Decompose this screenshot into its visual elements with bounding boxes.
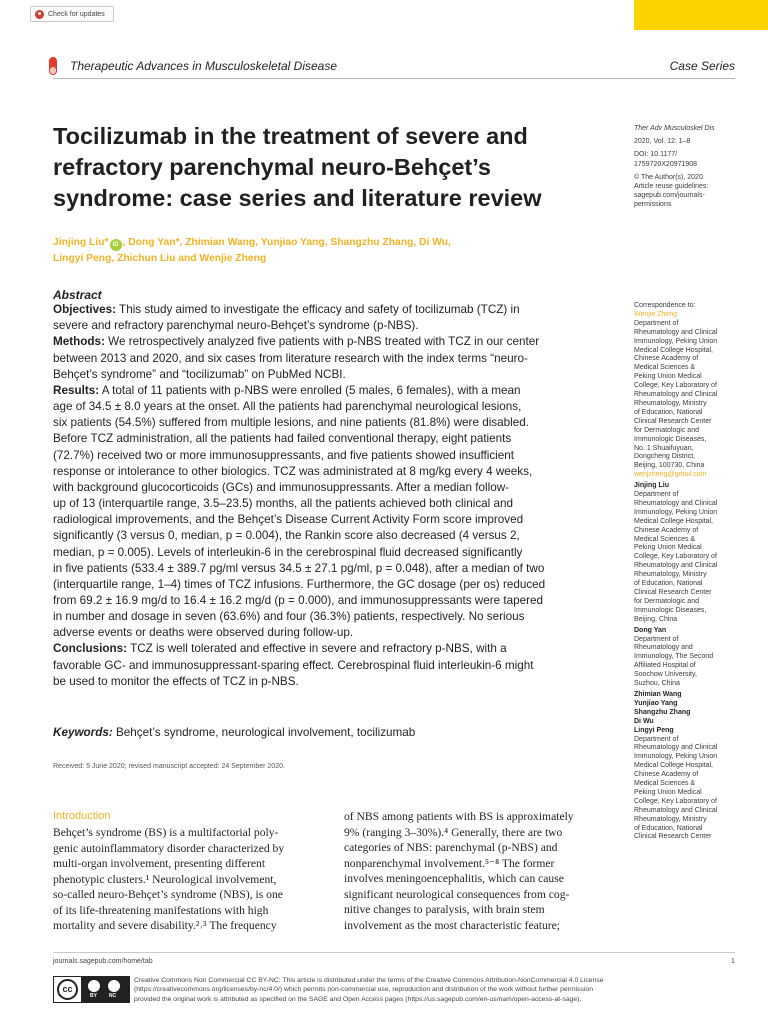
affiliation-author-name: Zhimian Wang <box>634 690 682 698</box>
affiliation-line: Immunologic Diseases, <box>634 435 707 443</box>
affiliation-author-name: Yunjiao Yang <box>634 699 678 707</box>
affiliation-line: Rheumatology, Ministry <box>634 815 707 823</box>
correspondence-sidebar <box>634 302 749 842</box>
affiliation-line: Medical Sciences & <box>634 780 696 788</box>
affiliation-line: of Education, National <box>634 824 703 832</box>
affiliation-line: Clinical Research Center <box>634 589 712 596</box>
affiliation-line: Medical Sciences & <box>634 535 696 543</box>
cc-nc-label: NC <box>108 993 117 999</box>
sage-logo-icon <box>49 57 57 75</box>
abstract-line: from 69.2 ± 16.9 mg/d to 16.4 ± 16.2 mg/d (p = 0.000), and immunosuppressants were tapered <box>53 593 544 607</box>
keywords <box>53 726 415 739</box>
journal-url-link[interactable]: journals.sagepub.com/home/tab <box>53 958 153 965</box>
volume-info: 2020, Vol. 12: 1–8 <box>634 138 691 146</box>
abstract-line: in number and dosage in seven (63.6%) and four (36.3%) patients, respectively. No serious <box>53 610 525 624</box>
correspondence-name[interactable]: Wenjie Zheng <box>634 310 678 318</box>
abstract-line: response or intolerance to other biologics. TCZ was administrated at 8 mg/kg every 4 weeks, <box>53 464 533 478</box>
body-line: of NBS among patients with BS is approximately <box>344 810 574 823</box>
keywords-text: Behçet’s syndrome, neurological involvement, tocilizumab <box>112 726 416 739</box>
reuse-guidelines-line-1: Article reuse guidelines: <box>634 183 709 191</box>
affiliation-line: Rheumatology and Clinical <box>634 744 718 752</box>
affiliation-line: Department of <box>634 735 679 743</box>
affiliation-line: College, Key Laboratory of <box>634 797 717 805</box>
affiliation-line: Affiliated Hospital of <box>634 662 696 670</box>
affiliation-author-name: Di Wu <box>634 717 654 725</box>
affiliation-line: Rheumatology and Clinical <box>634 328 718 336</box>
footer-divider <box>53 952 735 953</box>
orcid-icon[interactable]: iD <box>110 239 122 251</box>
abstract-line: significantly (3 versus 0, median, p = 0.004), the Rankin score also decreased (4 versus 2, <box>53 529 520 543</box>
keywords-label: Keywords: <box>53 726 113 739</box>
abstract-line: median, p = 0.005). Levels of interleukin-6 in the cerebrospinal fluid decreased significantly <box>53 545 523 559</box>
affiliation-line: Peking Union Medical <box>634 788 702 796</box>
affiliation-line: Department of <box>634 635 679 643</box>
affiliation-line: Medical College Hospital, <box>634 346 713 354</box>
correspondence-label: Correspondence to: <box>634 302 696 309</box>
doi-line-1[interactable]: DOI: 10.1177/ <box>634 151 678 159</box>
body-line: of its life-threatening manifestations with high <box>53 903 269 917</box>
abstract-line: adverse events or deaths were observed during follow-up. <box>53 626 354 640</box>
abstract-heading: Abstract <box>53 288 102 302</box>
affiliation-line: Immunology, Peking Union <box>634 508 718 516</box>
abstract <box>53 287 618 690</box>
reuse-guidelines-link-2[interactable]: permissions <box>634 201 672 209</box>
license-line[interactable]: (https://creativecommons.org/licenses/by-nc/4.0/) which permits non-commercial use, reproduction and distribution of the work without further permission <box>134 986 593 994</box>
affiliation-line: of Education, National <box>634 408 703 416</box>
abstract-line: six patients (54.5%) suffered from multiple lesions, and nine patients (81.8%) were disabled. <box>53 416 529 430</box>
affiliation-author-name: Shangzhu Zhang <box>634 708 691 716</box>
body-line: genic autoinflammatory disorder characterized by <box>53 841 285 855</box>
affiliation-line: Dongcheng District, <box>634 453 696 461</box>
body-line: phenotypic clusters.¹ Neurological involvement, <box>53 872 277 886</box>
affiliation-line: Rheumatology, Ministry <box>634 571 707 579</box>
authors-line-2: Lingyi Peng, Zhichun Liu and Wenjie Zheng <box>53 253 267 264</box>
body-line: nonparenchymal involvement.⁵⁻⁸ The former <box>344 856 555 870</box>
methods-label: Methods: <box>53 335 105 349</box>
body-line: involves meningoencephalitis, which can cause <box>344 872 564 885</box>
affiliation-line: Clinical Research Center <box>634 417 712 425</box>
affiliation-line: Suzhou, China <box>634 680 680 688</box>
journal-name[interactable]: Therapeutic Advances in Musculoskeletal Disease <box>70 59 338 73</box>
body-line: so-called neuro-Behçet’s syndrome (NBS), is one <box>53 888 283 901</box>
affiliation-line: Immunology, Peking Union <box>634 753 718 761</box>
abstract-line: Behçet’s syndrome” and “tocilizumab” on PubMed NCBI. <box>53 367 346 381</box>
objectives-label: Objectives: <box>53 303 117 317</box>
body-line: mortality and severe disability.²˒³ The frequency <box>53 919 277 932</box>
abstract-line: between 2013 and 2020, and six cases from literature research with the index terms “neuro- <box>53 351 528 365</box>
journal-abbreviation: Ther Adv Musculoskel Dis <box>634 125 715 132</box>
abstract-line: in five patients (533.4 ± 389.7 pg/ml versus 34.5 ± 27.1 pg/ml, p = 0.048), after a median of two <box>53 561 545 575</box>
article-metadata <box>634 124 749 210</box>
affiliation-line: Immunology, Peking Union <box>634 337 718 345</box>
reuse-guidelines-link-1[interactable]: sagepub.com/journals- <box>634 192 705 200</box>
affiliation-line: Rheumatology and Clinical <box>634 806 718 814</box>
copyright: © The Author(s), 2020. <box>634 173 705 181</box>
affiliation-line: Department of <box>634 319 679 327</box>
check-for-updates-button[interactable] <box>30 6 114 22</box>
license-line: Creative Commons Non Commercial CC BY-NC: This article is distributed under the terms of the Creative Commons Attribution-NonCommercial 4.0 License <box>134 977 604 984</box>
abstract-line: Objectives: This study aimed to investigate the efficacy and safety of tocilizumab (TCZ) in <box>53 303 520 317</box>
corner-color-tab <box>634 0 768 30</box>
affiliation-line: Beijing, 100730, China <box>634 462 705 470</box>
article-type: Case Series <box>669 59 735 73</box>
affiliation-line: Soochow University, <box>634 671 697 679</box>
affiliation-line: Medical College Hospital, <box>634 762 713 770</box>
cc-by-label: BY <box>90 993 97 999</box>
received-dates: Received: 5 June 2020; revised manuscript accepted: 24 September 2020. <box>53 763 285 770</box>
affiliation-author-name: Dong Yan <box>634 626 667 634</box>
body-column-left <box>53 825 331 934</box>
conclusions-label: Conclusions: <box>53 642 128 656</box>
license-line[interactable]: provided the original work is attributed as specified on the SAGE and Open Access pages (https://us.sagepub.com/en-us/nam/open-access-at-sage). <box>134 995 582 1003</box>
results-label: Results: <box>53 383 100 397</box>
noncommercial-icon <box>108 980 120 992</box>
affiliation-line: Chinese Academy of <box>634 526 699 534</box>
abstract-line: Methods: We retrospectively analyzed five patients with p-NBS treated with TCZ in our center <box>53 335 540 349</box>
affiliation-line: Rheumatology and Clinical <box>634 499 718 507</box>
body-line: categories of NBS: parenchymal (p-NBS) and <box>344 841 558 854</box>
body-line: multi-organ involvement, presenting different <box>53 857 266 870</box>
abstract-line: be used to monitor the effects of TCZ in p-NBS. <box>53 674 299 688</box>
affiliation-line: for Dermatologic and <box>634 426 699 434</box>
affiliation-line: No. 1 Shuaifuyuan, <box>634 444 694 452</box>
body-line: nitive changes to paralysis, with brain stem <box>344 903 545 916</box>
affiliation-line: Chinese Academy of <box>634 771 699 779</box>
body-line: involvement as the most characteristic feature; <box>344 918 561 932</box>
affiliation-author-name: Jinjing Liu <box>634 482 669 490</box>
introduction-heading: Introduction <box>53 810 111 822</box>
crossmark-icon <box>35 10 44 19</box>
body-line: significant neurological consequences from cog- <box>344 887 570 901</box>
correspondence-email-link[interactable]: wenjzheng@gmail.com <box>634 471 707 479</box>
abstract-line: (interquartile range, 1–4) times of TCZ infusions. Furthermore, the GC dosage (per os) reduced <box>53 577 546 591</box>
attribution-person-icon <box>88 980 100 992</box>
author-list <box>53 235 613 267</box>
abstract-line: (72.7%) received two or more immunosuppressants, and five patients showed insufficient <box>53 448 515 462</box>
cc-logo-icon: cc <box>57 979 78 1000</box>
affiliation-line: Chinese Academy of <box>634 355 699 363</box>
abstract-line: radiological improvements, and the Behçet’s Disease Current Activity Form score improved <box>53 513 524 527</box>
abstract-line: favorable GC- and immunosuppressant-sparing effect. Cerebrospinal fluid interleukin-6 might <box>53 658 534 672</box>
abstract-line: Before TCZ administration, all the patients had failed conventional therapy, eight patients <box>53 432 512 446</box>
affiliation-line: Peking Union Medical <box>634 373 702 381</box>
body-column-right <box>344 809 622 933</box>
body-line: Behçet’s syndrome (BS) is a multifactorial poly- <box>53 826 279 839</box>
abstract-line: Conclusions: TCZ is well tolerated and effective in severe and refractory p-NBS, with a <box>53 642 507 656</box>
affiliation-line: Rheumatology and <box>634 644 693 652</box>
affiliation-line: College, Key Laboratory of <box>634 382 717 390</box>
affiliation-line: Immunology, The Second <box>634 653 714 661</box>
affiliation-line: Rheumatology and Clinical <box>634 562 718 570</box>
abstract-line: Results: A total of 11 patients with p-NBS were enrolled (5 males, 6 females), with a mean <box>53 383 521 397</box>
affiliation-line: Rheumatology, Ministry <box>634 399 707 407</box>
page-number: 1 <box>731 958 735 965</box>
abstract-line: severe and refractory parenchymal neuro-Behçet’s syndrome (p-NBS). <box>53 319 419 333</box>
affiliation-line: for Dermatologic and <box>634 597 699 605</box>
affiliation-line: Rheumatology and Clinical <box>634 391 718 399</box>
affiliation-line: Clinical Research Center <box>634 833 712 841</box>
affiliation-line: Beijing, China <box>634 615 678 623</box>
journal-header <box>53 55 735 79</box>
abstract-line: up of 13 (interquartile range, 3.5–23.5) months, all the patients achieved both clinical and <box>53 497 514 511</box>
creative-commons-badge[interactable] <box>53 976 130 1003</box>
affiliation-line: Department of <box>634 491 679 499</box>
check-for-updates-label: Check for updates <box>48 10 105 18</box>
article-title: Tocilizumab in the treatment of severe and refractory parenchymal neuro-Behçet’s syndrome: case series and literature review <box>53 123 542 211</box>
body-line: 9% (ranging 3–30%).⁴ Generally, there are two <box>344 825 563 839</box>
affiliation-line: Immunologic Diseases, <box>634 606 707 614</box>
license-text <box>134 976 744 1004</box>
affiliation-author-name: Lingyi Peng <box>634 726 674 734</box>
affiliation-line: of Education, National <box>634 580 703 588</box>
affiliation-line: Peking Union Medical <box>634 544 702 552</box>
affiliation-line: Medical Sciences & <box>634 364 696 372</box>
affiliation-line: College, Key Laboratory of <box>634 553 717 561</box>
abstract-line: age of 34.5 ± 8.0 years at the onset. All the patients had parenchymal neurological lesions, <box>53 400 522 414</box>
authors-line-1: , Dong Yan*, Zhimian Wang, Yunjiao Yang, Shangzhu Zhang, Di Wu, <box>122 237 451 248</box>
abstract-line: with background glucocorticoids (GCs) and immunosuppressants. After a median follow- <box>53 480 510 494</box>
author-first[interactable]: Jinjing Liu* <box>53 237 109 248</box>
affiliation-line: Medical College Hospital, <box>634 517 713 525</box>
doi-line-2[interactable]: 1759720X20971908 <box>634 160 698 168</box>
